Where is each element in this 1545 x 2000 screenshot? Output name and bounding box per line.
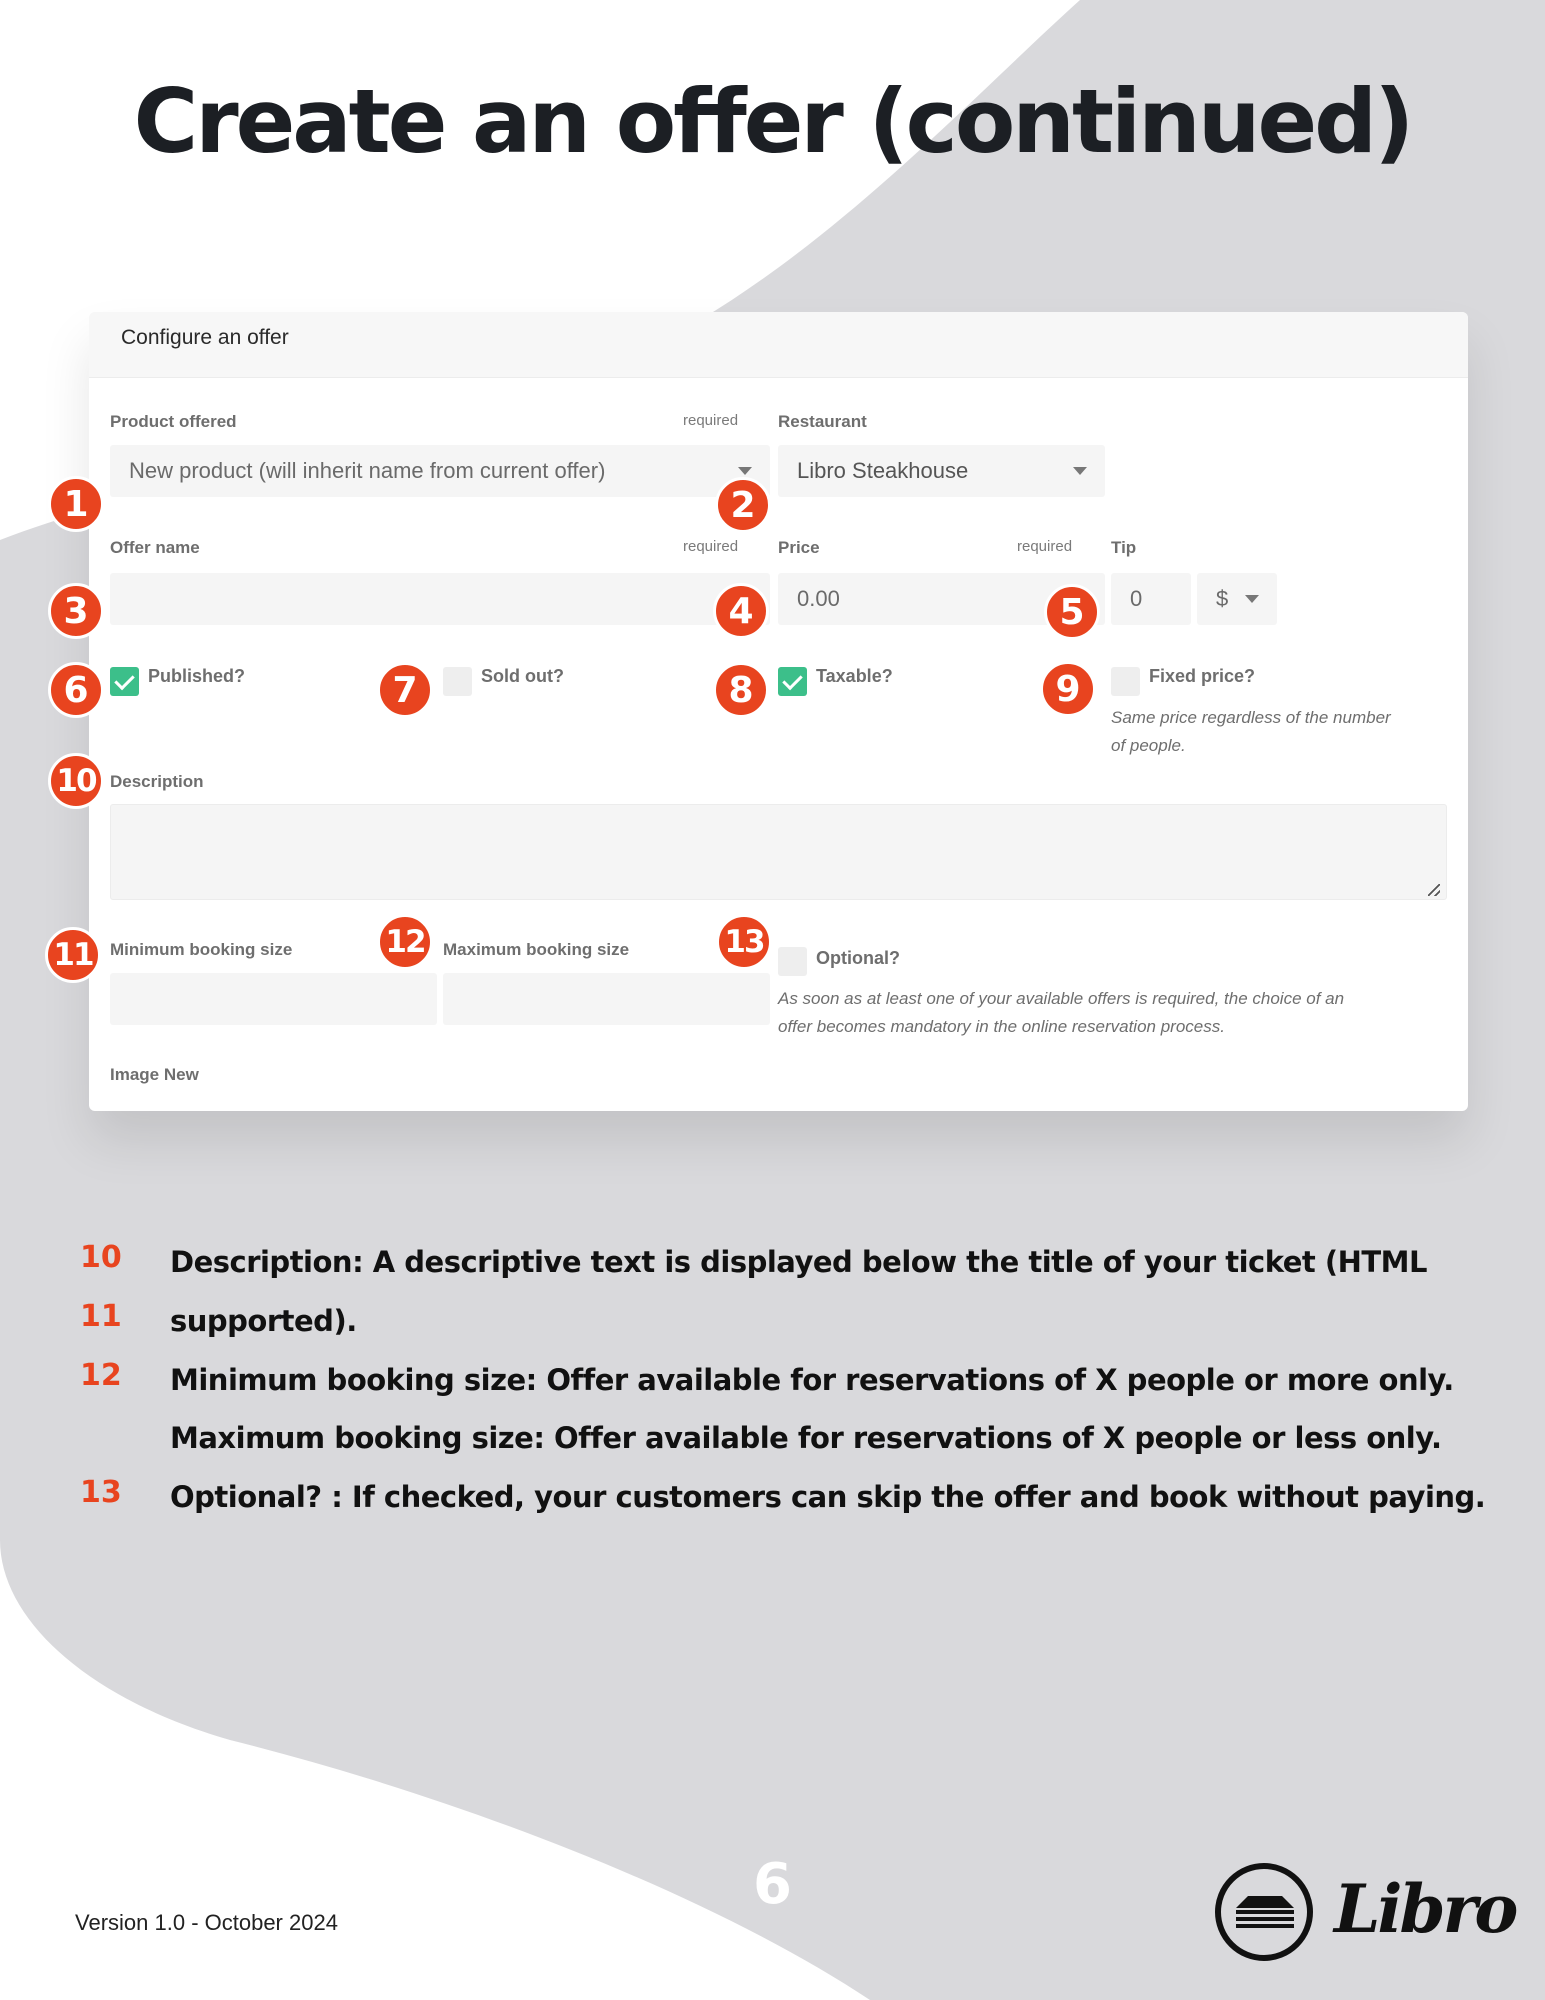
- min-booking-label: Minimum booking size: [110, 940, 293, 959]
- badge-5: 5: [1044, 584, 1100, 640]
- badge-1: 1: [48, 476, 104, 532]
- version-text: Version 1.0 - October 2024: [75, 1910, 338, 1935]
- resize-handle-icon[interactable]: [1428, 884, 1440, 896]
- libro-wordmark: Libro: [1334, 1870, 1516, 1948]
- sold-out-label: Sold out?: [481, 666, 564, 686]
- explanation-number-10: 10: [80, 1240, 122, 1275]
- page-number: 6: [753, 1852, 792, 1917]
- taxable-checkbox[interactable]: [778, 667, 807, 696]
- restaurant-select[interactable]: [778, 445, 1105, 497]
- price-input[interactable]: 0.00: [778, 573, 1105, 625]
- badge-3: 3: [48, 583, 104, 639]
- optional-checkbox[interactable]: [778, 947, 807, 976]
- description-textarea[interactable]: [110, 804, 1447, 900]
- price-required: required: [1017, 538, 1073, 555]
- product-offered-value: New product (will inherit name from current offer): [129, 458, 606, 483]
- fixed-price-checkbox[interactable]: [1111, 667, 1140, 696]
- chevron-down-icon: [1245, 595, 1259, 603]
- restaurant-value: Libro Steakhouse: [797, 458, 969, 483]
- published-label: Published?: [148, 666, 246, 686]
- badge-2: 2: [715, 477, 771, 533]
- published-checkbox[interactable]: [110, 667, 139, 696]
- taxable-label: Taxable?: [816, 666, 893, 686]
- optional-hint-line-1: As soon as at least one of your available offers is required, the choice of an: [778, 989, 1345, 1008]
- fixed-price-hint-line-1: Same price regardless of the number: [1111, 708, 1391, 727]
- badge-9: 9: [1040, 661, 1096, 717]
- page-title: Create an offer (continued): [133, 70, 1412, 173]
- badge-10: 10: [48, 753, 104, 809]
- explanation-number-11: 11: [80, 1299, 122, 1334]
- explanation-number-13: 13: [80, 1475, 122, 1510]
- tip-input[interactable]: 0: [1111, 573, 1191, 625]
- optional-hint: [778, 985, 1344, 1041]
- offer-name-label: Offer name: [110, 538, 200, 557]
- explanation-line: Maximum booking size: Offer available for reservations of X people or less only.: [170, 1421, 1442, 1455]
- explanation-line: Minimum booking size: Offer available for reservations of X people or more only.: [170, 1363, 1454, 1397]
- tip-currency-select[interactable]: [1197, 573, 1277, 625]
- configure-offer-card: [89, 312, 1468, 1111]
- image-label: Image New: [110, 1065, 199, 1084]
- sold-out-checkbox[interactable]: [443, 667, 472, 696]
- max-booking-label: Maximum booking size: [443, 940, 630, 959]
- badge-6: 6: [48, 662, 104, 718]
- tip-currency-value: $: [1216, 586, 1229, 611]
- card-header: [89, 312, 1468, 378]
- optional-label: Optional?: [816, 948, 900, 968]
- explanation-line: supported).: [170, 1304, 357, 1338]
- restaurant-label: Restaurant: [778, 412, 867, 431]
- fixed-price-hint-line-2: of people.: [1111, 736, 1186, 755]
- badge-7: 7: [377, 662, 433, 718]
- description-label: Description: [110, 772, 204, 791]
- badge-12: 12: [377, 914, 433, 970]
- offer-name-required: required: [683, 538, 739, 555]
- chevron-down-icon: [1073, 467, 1087, 475]
- explanation-line: Description: A descriptive text is displayed below the title of your ticket (HTML: [170, 1245, 1428, 1279]
- max-booking-input[interactable]: [443, 973, 770, 1025]
- explanation-number-12: 12: [80, 1358, 122, 1393]
- card-header-title: Configure an offer: [121, 325, 289, 349]
- product-offered-select[interactable]: [110, 445, 770, 497]
- badge-4: 4: [713, 583, 769, 639]
- badge-8: 8: [713, 662, 769, 718]
- product-offered-required: required: [683, 412, 739, 429]
- badge-13: 13: [716, 914, 772, 970]
- offer-name-input[interactable]: [110, 573, 770, 625]
- explanation-line: Optional? : If checked, your customers can skip the offer and book without paying.: [170, 1480, 1486, 1514]
- min-booking-input[interactable]: [110, 973, 437, 1025]
- optional-hint-line-2: offer becomes mandatory in the online reservation process.: [778, 1017, 1225, 1036]
- product-offered-label: Product offered: [110, 412, 237, 431]
- tip-label: Tip: [1111, 538, 1137, 557]
- chevron-down-icon: [738, 467, 752, 475]
- price-label: Price: [778, 538, 820, 557]
- fixed-price-hint: [1111, 704, 1391, 760]
- badge-11: 11: [45, 927, 101, 983]
- fixed-price-label: Fixed price?: [1149, 666, 1256, 686]
- libro-logo-icon: [1212, 1860, 1316, 1964]
